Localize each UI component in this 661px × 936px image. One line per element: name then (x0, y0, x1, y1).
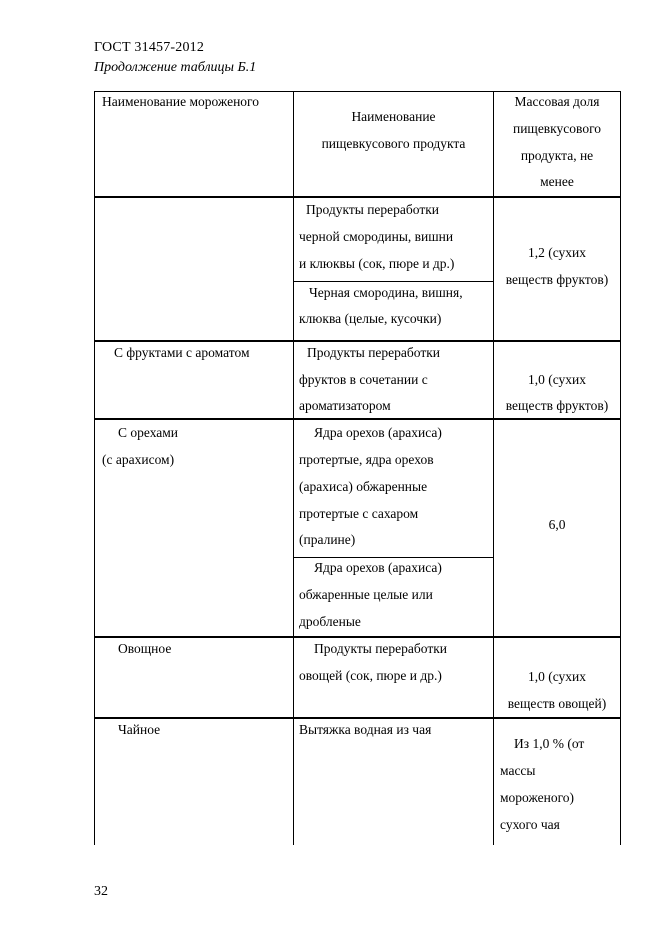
product-cell: Продукты переработки (314, 641, 448, 656)
table-continuation-caption: Продолжение таблицы Б.1 (94, 60, 257, 75)
mass-share-cell: веществ овощей) (507, 696, 607, 711)
product-cell: Продукты переработки (306, 202, 440, 217)
header-mass-share: пищевкусового (512, 121, 602, 136)
mass-share-cell: сухого чая (500, 817, 560, 832)
table-border-left (94, 91, 95, 845)
product-cell: протертые с сахаром (299, 506, 419, 521)
mass-share-cell: веществ фруктов) (505, 272, 609, 287)
product-cell: Вытяжка водная из чая (299, 722, 432, 737)
product-cell: фруктов в сочетании с (299, 372, 428, 387)
table-border-right (620, 91, 621, 845)
product-cell: клюква (целые, кусочки) (299, 311, 442, 326)
header-product-name: пищевкусового продукта (321, 136, 466, 151)
product-cell: овощей (сок, пюре и др.) (299, 668, 442, 683)
mass-share-cell: массы (500, 763, 536, 778)
mass-share-cell: 1,0 (сухих (527, 372, 587, 387)
product-cell: Продукты переработки (307, 345, 441, 360)
ice-cream-name-cell: Овощное (118, 641, 172, 656)
product-cell: (арахиса) обжаренные (299, 479, 428, 494)
header-mass-share: менее (540, 174, 574, 189)
mass-share-cell: веществ фруктов) (505, 398, 609, 413)
product-cell: ароматизатором (299, 398, 391, 413)
ice-cream-name-cell: (с арахисом) (102, 452, 175, 467)
mass-share-cell: 6,0 (548, 517, 566, 532)
product-cell: дробленые (299, 614, 361, 629)
mass-share-cell: мороженого) (500, 790, 575, 805)
standard-title: ГОСТ 31457-2012 (94, 40, 205, 55)
ice-cream-name-cell: С орехами (118, 425, 179, 440)
header-ice-cream-name: Наименование мороженого (102, 94, 260, 109)
mass-share-cell: 1,0 (сухих (527, 669, 587, 684)
header-mass-share: продукта, не (520, 148, 594, 163)
ice-cream-name-cell: Чайное (118, 722, 161, 737)
product-cell: (пралине) (299, 532, 356, 547)
page-number: 32 (94, 884, 108, 899)
header-mass-share: Массовая доля (514, 94, 600, 109)
product-cell: обжаренные целые или (299, 587, 433, 602)
mass-share-cell: 1,2 (сухих (527, 245, 587, 260)
product-cell: Ядра орехов (арахиса) (314, 560, 442, 575)
product-cell: протертые, ядра орехов (299, 452, 434, 467)
product-cell: черной смородины, вишни (299, 229, 454, 244)
table-col-divider-1 (293, 91, 294, 845)
mass-share-cell: Из 1,0 % (от (514, 736, 585, 751)
product-cell: Ядра орехов (арахиса) (314, 425, 442, 440)
header-product-name: Наименование (351, 109, 436, 124)
product-cell: и клюквы (сок, пюре и др.) (299, 256, 455, 271)
product-cell: Черная смородина, вишня, (309, 285, 463, 300)
table-col-divider-2 (493, 91, 494, 845)
ice-cream-name-cell: С фруктами с ароматом (114, 345, 250, 360)
